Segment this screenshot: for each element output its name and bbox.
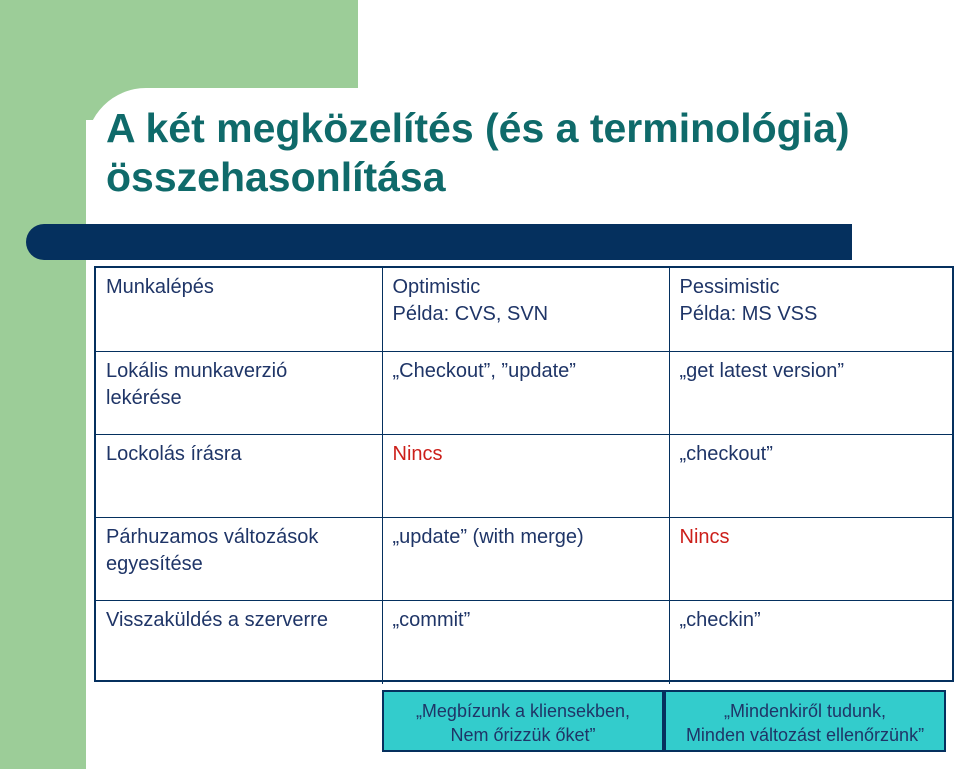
optimistic-motto-line1: „Megbízunk a kliensekben, [415,701,631,721]
decorative-green-strip-left [0,0,86,769]
optimistic-value: „commit” [392,608,471,631]
step-cell [96,434,382,517]
pessimistic-motto-callout [664,690,946,752]
table-row [96,351,952,434]
pessimistic-cell [669,434,952,517]
step-label-cont: lekérése [106,386,182,409]
pessimistic-value: Nincs [679,525,730,548]
table-row [96,517,952,600]
header-cell-optimistic [382,268,669,351]
pessimistic-motto-line1: „Mindenkiről tudunk, [723,701,887,721]
optimistic-value: „update” (with merge) [392,525,584,548]
table-row [96,434,952,517]
step-cell [96,351,382,434]
step-cell [96,517,382,600]
pessimistic-cell [669,600,952,684]
header-cell-pessimistic [669,268,952,351]
header-pessimistic-label: Pessimistic [679,276,780,298]
step-label: Lockolás írásra [106,442,242,465]
optimistic-value: „Checkout”, ”update” [392,359,576,382]
pessimistic-value: „get latest version” [679,359,845,382]
optimistic-value: Nincs [392,442,443,465]
step-label: Lokális munkaverzió [106,359,288,382]
slide-title [106,104,946,202]
optimistic-motto-callout [382,690,664,752]
step-label-cont: egyesítése [106,552,203,575]
optimistic-motto-line2: Nem őrizzük őket” [450,725,596,745]
table-header-row [96,268,952,351]
optimistic-cell [382,517,669,600]
header-optimistic-label: Optimistic [392,276,481,298]
header-pessimistic-example: Példa: MS VSS [679,303,818,325]
optimistic-cell [382,600,669,684]
slide-title-line1: A két megközelítés (és a terminológia) [106,105,850,151]
optimistic-cell [382,351,669,434]
header-optimistic-example: Példa: CVS, SVN [392,303,549,325]
slide-title-line2: összehasonlítása [106,154,446,200]
step-label: Párhuzamos változások [106,525,319,548]
decorative-navy-bar [26,224,852,260]
step-cell [96,600,382,684]
header-cell-step [96,268,382,351]
header-step-label: Munkalépés [106,276,214,298]
pessimistic-value: „checkin” [679,608,761,631]
table-row [96,600,952,684]
comparison-table [94,266,954,682]
pessimistic-cell [669,351,952,434]
pessimistic-motto-line2: Minden változást ellenőrzünk” [685,725,925,745]
optimistic-cell [382,434,669,517]
step-label: Visszaküldés a szerverre [106,608,328,631]
pessimistic-value: „checkout” [679,442,773,465]
pessimistic-cell [669,517,952,600]
